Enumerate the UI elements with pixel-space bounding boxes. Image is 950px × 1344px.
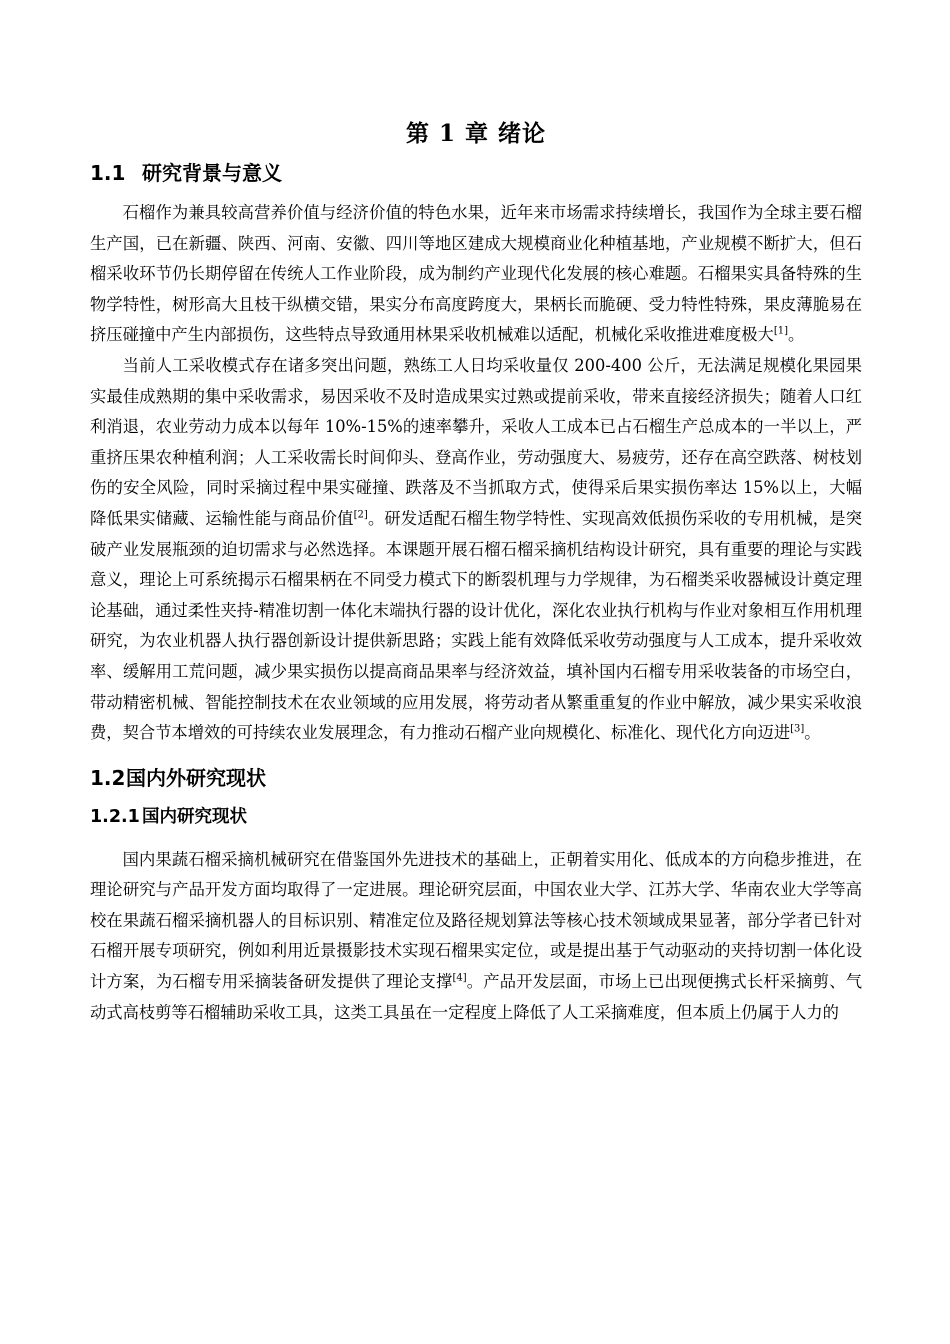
section-title: 研究背景与意义 (142, 161, 282, 185)
paragraph-domestic-research (90, 845, 862, 1029)
citation-ref: [2] (353, 509, 368, 521)
paragraph-background-2 (90, 351, 862, 749)
paragraph-text-tail: 。研发适配石榴生物学特性、实现高效低损伤采收的专用机械，是突破产业发展瓶颈的迫切需求与必然选择。本课题开展石榴石榴采摘机结构设计研究，具有重要的理论与实践意义，理论上可系统揭示石榴果柄在不同受力模式下的断裂机理与力学规律，为石榴类采收器械设计奠定理论基础，通过柔性夹持-精准切割一体化末端执行器的设计优化，深化农业执行机构与作业对象相互作用机理研究，为农业机器人执行器创新设计提供新思路；实践上能有效降低采收劳动强度与人工成本，提升采收效率、缓解用工荒问题，减少果实损伤以提高商品果率与经济效益，填补国内石榴专用采收装备的市场空白，带动精密机械、智能控制技术在农业领域的应用发展，将劳动者从繁重重复的作业中解放，减少果实采收浪费，契合节本增效的可持续农业发展理念，有力推动石榴产业向规模化、标准化、现代化方向迈进 (90, 508, 862, 743)
subsection-number: 1.2.1 (90, 806, 140, 827)
paragraph-background-1 (90, 198, 862, 351)
section-number: 1.1 (90, 161, 126, 185)
paragraph-text: 当前人工采收模式存在诸多突出问题，熟练工人日均采收量仅 200-400 公斤，无法满足规模化果园果实最佳成熟期的集中采收需求，易因采收不及时造成果实过熟或提前采收，带来直接经济损失；随着人口红利消退，农业劳动力成本以每年 10%-15%的速率攀升，采收人工成本已占石榴生产总成本的一半以上，严重挤压果农种植利润；人工采收需长时间仰头、登高作业，劳动强度大、易疲劳，还存在高空跌落、树枝划伤的安全风险，同时采摘过程中果实碰撞、跌落及不当抓取方式，使得采后果实损伤率达 15%以上，大幅降低果实储藏、运输性能与商品价值 (90, 355, 862, 528)
subsection-heading-1-2-1 (90, 803, 862, 831)
citation-ref: [3] (790, 723, 805, 735)
citation-ref: [4] (452, 972, 467, 984)
chapter-title: 第 1 章 绪论 (405, 120, 547, 147)
paragraph-text: 国内果蔬石榴采摘机械研究在借鉴国外先进技术的基础上，正朝着实用化、低成本的方向稳步推进，在理论研究与产品开发方面均取得了一定进展。理论研究层面，中国农业大学、江苏大学、华南农业大学等高校在果蔬石榴采摘机器人的目标识别、精准定位及路径规划算法等核心技术领域成果显著，部分学者已针对石榴开展专项研究，例如利用近景摄影技术实现石榴果实定位，或是提出基于气动驱动的夹持切割一体化设计方案，为石榴专用采摘装备研发提供了理论支撑 (90, 849, 862, 992)
citation-ref: [1] (773, 325, 788, 337)
paragraph-text-end: 。 (804, 723, 821, 743)
section-number: 1.2 (90, 765, 126, 790)
paragraph-text-tail: 。产品开发层面，市场上已出现便携式长杆采摘剪、气动式高枝剪等石榴辅助采收工具，这类工具虽在一定程度上降低了人工采摘难度，但本质上仍属于人力的 (90, 972, 862, 1022)
paragraph-text-tail: 。 (788, 325, 805, 345)
paragraph-text: 石榴作为兼具较高营养价值与经济价值的特色水果，近年来市场需求持续增长，我国作为全球主要石榴生产国，已在新疆、陕西、河南、安徽、四川等地区建成大规模商业化种植基地，产业规模不断扩大，但石榴采收环节仍长期停留在传统人工作业阶段，成为制约产业现代化发展的核心难题。石榴果实具备特殊的生物学特性，树形高大且枝干纵横交错，果实分布高度跨度大，果柄长而脆硬、受力特性特殊，果皮薄脆易在挤压碰撞中产生内部损伤，这些特点导致通用林果采收机械难以适配，机械化采收推进难度极大 (90, 203, 862, 345)
section-heading-1-2 (90, 763, 862, 793)
section-heading-1-1 (90, 158, 862, 188)
subsection-title: 国内研究现状 (142, 806, 247, 827)
section-title: 国内外研究现状 (126, 765, 266, 790)
